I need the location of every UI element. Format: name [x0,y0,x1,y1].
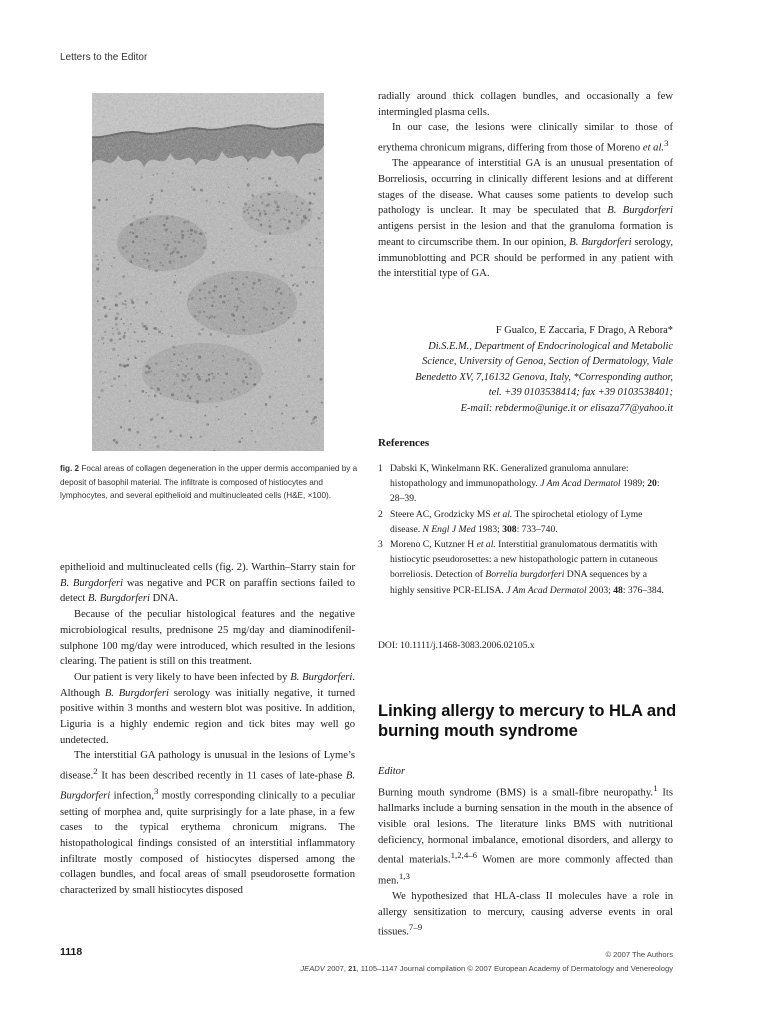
author-affiliation [378,339,673,417]
article2-text [378,781,673,940]
left-column-text [60,560,355,899]
figure-caption [60,462,360,503]
paragraph: The appearance of interstitial GA is an unusual presentation of Borreliosis, occurring in clinically different lesions and at different stages of the disease. What causes some patients to develop such pathology is unclear. It may be speculated that B. Burgdorferi antigens persist in the lesion and that the granuloma formation is meant to circumscribe them. In our opinion, B. Burgdorferi serology, immunoblotting and PCR should be performed in any patient with the interstitial type of GA. [378,158,673,280]
footer-info [300,948,673,976]
paragraph: Because of the peculiar histological features and the negative microbiological results, prednisone 25 mg/day and diaminodifenil-sulphone 100 mg/day were introduced, which resulted in the lesions clearing. The patient is still on this treatment. [60,609,355,668]
reference-text: Steere AC, Grodzicky MS et al. The spirochetal etiology of Lyme disease. N Engl J Med 1983; 308: 733–740. [390,508,643,535]
reference-item [378,461,673,507]
paragraph: Our patient is very likely to have been infected by B. Burgdorferi. Although B. Burgdorferi serology was initially negative, it turned positive within 3 months and western blot was positive. In addition, Liguria is a highly endemic region and tick bites may well go undetected. [60,671,355,746]
paragraph: We hypothesized that HLA-class II molecules have a role in allergy sensitization to mercury, causing adverse events in oral tissues.$^{7-9}$ [378,890,673,938]
figure-label: fig. 2 [60,464,80,473]
paragraph: Burning mouth syndrome (BMS) is a small-fibre neuropathy.$^1$ Its hallmarks include a burning sensation in the mouth in the absence of visible oral lesions. The literature links BMS with nutritional deficiency, hormonal imbalance, emotional disorders, and allergy to dental materials.$^{1,2,4-6}$ Women are more commonly affected than men.$^{1,3}$ [378,783,673,887]
references-heading: References [378,437,430,449]
journal-line: JEADV 2007, 21, 1105–1147 Journal compilation © 2007 European Academy of Dermatology and Venereology [300,964,673,973]
doi: DOI: 10.1111/j.1468-3083.2006.02105.x [378,640,535,651]
reference-number: 3 [378,539,383,551]
affiliation-line: tel. +39 0103538414; fax +39 0103538401; [488,387,673,399]
reference-text: Dabski K, Winkelmann RK. Generalized granuloma annulare: histopathology and immunopathology. J Am Acad Dermatol 1989; 20: 28–39. [390,463,660,505]
paragraph: epithelioid and multinucleated cells (fig. 2). Warthin–Starry stain for B. Burgdorferi was negative and PCR on paraffin sections failed to detect B. Burgdorferi DNA. [60,562,355,605]
references-list [378,461,673,598]
affiliation-line: E-mail: rebdermo@unige.it or elisaza77@yahoo.it [460,402,673,414]
editor-label: Editor [378,766,406,777]
page-number: 1118 [60,946,83,958]
article-title: Linking allergy to mercury to HLA and burning mouth syndrome [378,702,677,740]
reference-number: 2 [378,508,383,520]
author-signature [378,323,673,417]
paragraph: radially around thick collagen bundles, and occasionally a few intermingled plasma cells. [378,91,673,118]
histology-figure-image [92,93,324,451]
right-column-text [378,89,673,282]
paragraph: The interstitial GA pathology is unusual in the lesions of Lyme’s disease.$^2$ It has been described recently in 11 cases of late-phase B. Burgdorferi infection,$^3$ mostly corresponding clinically to a peculiar setting of morphea and, quite surprisingly for a late phase, in a few cases to the typical erythema chronicum migrans. The histopathological findings consisted of an interstitial inflammatory infiltrate mostly composed of histiocytes dispersed among the collagen bundles, and focal areas of small pseudorosette formation characterized by small histiocytes disposed [60,750,355,897]
reference-item [378,537,673,598]
paragraph: In our case, the lesions were clinically similar to those of erythema chronicum migrans, differing from those of Moreno et al.$^3$ [378,122,673,154]
histology-micrograph [92,93,324,451]
affiliation-line: Di.S.E.M., Department of Endocrinological and Metabolic [428,340,673,352]
reference-number: 1 [378,463,383,474]
figure-caption-text: Focal areas of collagen degeneration in the upper dermis accompanied by a deposit of basophil material. The infiltrate is composed of histiocytes and lymphocytes, and several epithelioid and multinucleated cells (H&E, ×100). [60,464,358,500]
reference-item [378,507,673,537]
running-head: Letters to the Editor [60,52,148,63]
affiliation-line: Benedetto XV, 7,16132 Genova, Italy, *Corresponding author, [415,371,673,383]
affiliation-line: Science, University of Genoa, Section of Dermatology, Viale [422,356,673,368]
author-names: F Gualco, E Zaccaria, F Drago, A Rebora* [495,325,673,336]
reference-text: Moreno C, Kutzner H et al. Interstitial granulomatous dermatitis with histiocytic pseudorosettes: a new histopathologic pattern in cutaneous borreliosis. Detection of Borrelia burgdorferi DNA sequences by a highly sensitive PCR-ELISA. J Am Acad Dermatol 2003; 48: 376–384. [390,539,664,596]
copyright-line: © 2007 The Authors [605,950,673,959]
